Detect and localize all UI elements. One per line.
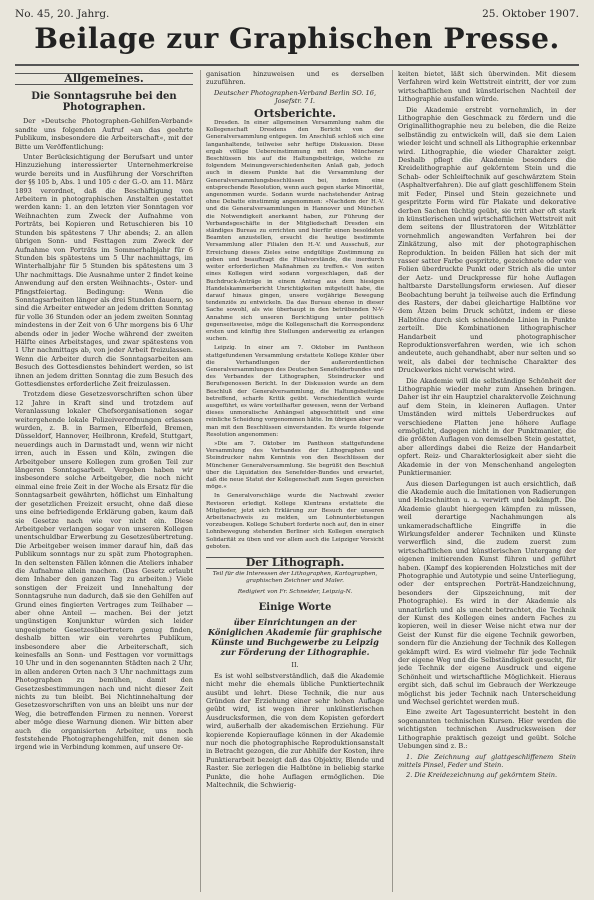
list-item: 1. Die Zeichnung auf glattgeschliffenem Stein mittels Pinsel, Feder und Stein. xyxy=(398,752,576,769)
paragraph: Eine zweite Art Tagesunterricht besteht in den sogenannten technischen Kursen. Hier werden die wichtigsten technischen Ausdrucksweisen der Lithographie praktisch gezeigt und geübt. Solche Uebungen sind z. B.: xyxy=(398,708,576,751)
masthead-line xyxy=(15,8,579,22)
section-heading: Der Lithograph. xyxy=(206,557,384,569)
article-heading: Einige Worte xyxy=(258,602,332,614)
report-paragraph: Leipzig. In einer am 7. Oktober im Pantheon stattgefundenen Versammlung erstattete Kollege Köhler über die Verhandlungen der außerordentlichen Generalversammlungen des Deutschen Senefelderbundes und des Verbandes der Lithographen, Steindrucker und Berufsgenossen Bericht. In der Diskussion wurde an dem Beschluß der Generalversammlung, die Haltungsbeiträge betreffend, scharfe Kritik geübt. Verschiedentlich wurde ausgeführt, es wäre vorteilhafter gewesen, wenn der Verband dieses unmoralische Anhängsel abgeschüttelt und eine reinliche Scheidung vorgenommen hätte. Im übrigen aber war man mit den Beschlüssen einverstanden. Es wurde folgende Resolution angenommen: xyxy=(206,345,384,438)
paragraph: ganisation hinzuweisen und es derselben zuzuführen. xyxy=(206,70,384,87)
report-paragraph: »Die am 7. Oktober im Pantheon stattgefundene Versammlung des Verbandes der Lithographen und Steindrucker nahm Kenntnis von den Beschlüssen der Münchener Generalversammlung. Sie begrüßt den Beschluß über die Liquidation des Senefelder-Bundes und erwartet, daß die neue Statut der Kollegenschaft zum Segen gereichen möge.« xyxy=(206,440,384,491)
paragraph: keiten bietet, läßt sich überwinden. Mit diesem Verfahren wird kein Wettstreit eintritt, der vor zum wirtschaftlichen und künstlerischen Nachteil der Lithographie ausfallen würde. xyxy=(398,70,576,104)
issue-date: 25. Oktober 1907. xyxy=(482,8,579,20)
title-rule xyxy=(15,64,579,66)
paragraph: Der »Deutsche Photographen-Gehilfen-Verband« sandte uns folgenden Aufruf »an das geehrte Publikum, insbesondere die Arbeiterschaft«, mit der Bitte um Veröffentlichung: xyxy=(15,117,193,151)
report-paragraph: In Generalvorschläge wurde die Nachwahl zweier Revisoren erledigt. Kollege Klentrans erstattete die Mitglieder, jetzt sich Erklärung zur Besuch der unseren Arbeitsnachweis zu melden, um Lohnunterbietungen vorzubeugen. Kollege Schubert forderte noch auf, den in einer Lohnbewegung stehenden Berliner sich Kollegen energisch Solidarität zu üben und vor allem auch die Leipziger Vorsicht geboten. xyxy=(206,493,384,550)
list-item: 2. Die Kreidezeichnung auf gekörntem Stein. xyxy=(406,771,558,780)
paragraph: Aus diesen Darlegungen ist auch ersichtlich, daß die Akademie auch die Imitationen von Radierungen und Holzschnitten u. a. verwirft und bekämpft. Die Akademie glaubt hiergegen kämpfen zu müssen, weil derartige Nachahmungen als unkameradschaftliche Eingriffe in die Wirkungsfelder anderer Techniken und Künste verwerflich sind, die zudem zuerst zum wirtschaftlichen und künstlerischen Untergang der eigenen imitierenden Kunst führen und geführt haben. (Kampf des kopierenden Holzstiches mit der Photographie und Autotypie und seine Unterliegung, oder der entsprechen Porträt-Handzeichnung, besonders der Gipszeichnung, mit der Photographie). Es wird in der Akademie als unnatürlich und als unecht betrachtet, die Technik der Kunst des Kollegen eines andern Faches zu kopieren, weil in dieser Weise nicht etwa nur der Geist der Kunst für die eigene Technik geworben, sondern für die Anziehung der Technik des Kollegen gekämpft wird. Es wird vielmehr für jede Technik der eigene Weg und die Selbständigkeit gesucht, für jede Technik der eigene Ausdruck und eigene Schönheit und wirtschaftliche Möglichkeit. Hieraus ergibt sich, daß schul im Gebrauch der Werkzeuge möglichst bis jeder Technik nach Unterscheidung und Wechsel gerichtet werden muß. xyxy=(398,479,576,707)
article-part: II. xyxy=(291,661,299,670)
column-divider xyxy=(392,70,393,892)
paragraph: Die Akademie will die selbständige Schönheit der Lithographie wieder mehr zum Ansehen bringen. Daher ist ihr ein Hauptziel charaktervolle Zeichnung auf dem Stein, in kleineren Auflagen. Unter Umständen wird mittels Ueberdruckes auf verschiedene Platten jene höhere Auflage ermöglicht, dagegen nicht in der Punktmanier, die die größten Auflagen von demselben Stein gestattet, aber allerdings dabei die Reize der Handarbeit opfert. Reiz- und Charakterlosigkeit aber sieht die Akademie in der von Menschenhand angelegten Punktiermanier. xyxy=(398,376,576,478)
column-1 xyxy=(15,70,193,892)
paragraph: Es ist wohl selbstverständlich, daß die Akademie nicht mehr die ehemals übliche Punktiertechnik ausübt und lehrt. Diese Technik, die nur aus Gründen der Erziehung einer sehr hohen Auflage geübt wird, ist wegen ihrer unkünstlerischen Ausdrucksformen, die von dem Kopisten gefordert wird, außerhalb der akademischen Erziehung. Für kopierende Kopierauflage können in der Akademie nur noch die photographische Reproduktionsanstalt in Betracht gezogen, die zur Abhilfe der Kosten, ihre Punktierarbeit bezeigt daß das Objektiv, Blende und Raster. Sie zerlegen die Halbtöne in beliebig starke Punkte, die hohe Auflagen ermöglichen. Die Maltechnik, die Schwierig- xyxy=(206,671,384,790)
column-3 xyxy=(398,70,576,892)
section-subtitle: Teil für die Interessen der Lithographen, Kartographen, graphischen Zeichner und Maler. xyxy=(212,571,378,585)
article-heading: Die Sonntagsruhe bei den Photographen. xyxy=(31,91,177,114)
issue-number: No. 45, 20. Jahrg. xyxy=(15,8,110,20)
paragraph: Trotzdem diese Gesetzesvorschriften schon über 12 Jahre in Kraft sind und trotzdem auf Veranlassung lokaler Chefsorganisationen sogar weitergehende lokale Polizeiverordnungen erlassen wurden, z. B. in Barmen, Elberfeld, Bremen, Düsseldorf, Hannover, Heilbronn, Krefeld, Stuttgart, neuerdings auch in Darmstadt und, wenn wir nicht irren, auch in Essen und Köln, zwingen die Arbeitgeber unsere Kollegen zum großen Teil zur längeren Sonntagsarbeit. Vergeben haben wir insbesondere solche Arbeitgeber, die noch nicht einmal eine freie Zeit in der Woche als Ersatz für die Sonntagsarbeit gewährten, höflichst um Einhaltung der gesetzlichen Freizeit ersucht, ohne daß diese uns eine befriedigende Erklärung gaben, kaum daß sie Gesetze nach wie vor nicht ein. Diese Arbeitgeber verlangen sogar von unseren Kollegen unentschuldbar Erwerbung zu Gesetzesübertretung. Die Arbeitgeber weisen immer darauf hin, daß das Publikum sonntags nur zu spät zum Photographen. In den seltensten Fällen können die Ateliers inhaber die Aufnahme allein machen. (Das Gesetz erlaubt dem Inhaber den ganzen Tag zu arbeiten.) Viele sonstigen der Freizeit und Innehaltung der Sonntagsruhe nun dadurch, daß sie den Gehilfen auf Grund eines fingierten Vertrages zum Teilhaber — aber ohne Anteil — machen. Bei der jetzt ungünstigen Konjunktur würden sich leider ungeeignete Gesetzesübertretern genug finden, deshalb bitten wir ein verehrtes Publikum, insbesondere aber die Arbeiterschaft, sich keinesfalls an Sonn- und Festtagen vor vormittags 10 Uhr und in den sogenannten Städten nach 2 Uhr, in allen anderen Orten nach 3 Uhr nachmittags zum Photographen zu bemühen, damit den Gesetzesbestimmungen nach und nicht dieser Zeit nichts zu tun bleibt. Bei Nichtinnehaltung der Gesetzesvorschriften von uns an bleibt uns nur der Weg, die betreffenden Firmen zu nennen. Vorerst aber möge diese Warnung dienen. Wir bitten aber auch die organisierten Arbeiter, uns noch feststehende Photographengehilfen, mit denen sie irgend wie in Verbindung kommen, auf unsere Or- xyxy=(15,390,193,752)
section-heading: Allgemeines. xyxy=(15,73,193,85)
page-title: Beilage zur Graphischen Presse. xyxy=(34,22,560,55)
report-paragraph: Dresden. In einer allgemeinen Versammlung nahm die Kollegenschaft Dresdens den Bericht von der Generalversammlung entgegen. Im Anschluß schloß sich eine langanhaltende, teilweise sehr heftige Diskussion. Diese ergab völlige Uebereinstimmung mit den Münchener Beschlüssen bis auf die Haltungsbeiträge, welche zu folgendem Meinungsverschiedenheiten Anlaß gab, jedoch auch in diesem Punkte hat die Versammlung der Generalversammlungsbeschlüssen bei, indem eine entsprechende Resolution, wenn auch gegen starke Minorität, angenommen wurde. Sodann wurde nachstehender Antrag ohne Debatte einstimmig angenommen: »Nachdem der H.-V. und die Generalversammlungen in Hannover und München die Notwendigkeit anerkannt haben, zur Führung der Verbandsgeschäfte in der Mitgliedschaft Dresden ein ständiges Bureau zu errichten und hierfür einen besoldeten Beamten anzustellen, ersucht die heutige bestimmte Versammlung aller Filialen den H.-V. und Ausschuß, zur Erreichung dieses Zieles seine endgültige Zustimmung zu geben und beauftragt die Filialvorstände, die inerdurch weiter erforderlichen Maßnahmen zu treffen.« Von seiten eines Kollegen wird sodann vorgeschlagen, daß der Buchdruck-Anträge in einem Antrag aus dem hiesigen Handelskammerbericht Unrichtigkeiten mitgeteilt habe, die darauf hinaus gingen, unsere vorjährige Bewegung tendenziös zu entwickeln. Da das Bureau ebenso in dieser Sache sowohl, als wie überhaupt in den betrübenden N-V-Annahme sich unseren Berichtigung unter politisch gegenseitsweise, möge die Kollegenschaft die Korrespondenz ersten und künftig ihre Stellungen anderweitig zu erlangen suchen. xyxy=(206,120,384,343)
column-divider xyxy=(200,70,201,892)
paragraph: Die Akademie erstrebt vornehmlich, in der Lithographie den Geschmack zu fördern und die Originallithographie neu zu beleben, die die Reize selbständig zu entwickeln will, daß sie dem Laien wieder leicht und schnell als Lithographie erkennbar wird. Lithographie, die wieder Charakter zeigt. Deshalb pflegt die Akademie besonders die Kreidelithographie auf gekörntem Stein und die Schab- oder Schleiftechnik auf geschwärztem Stein (Asphaltverfahren). Die auf glatt geschliffenem Stein mit Feder, Pinsel und Stein gezeichnete und gespritzte Form wird für Plakate und dekorative derben Sachen tüchtig geübt, sie tritt aber oft stark in künstlerischen und wirtschaftlichen Wettstreit mit dem seitens der Illustratoren der Witzblätter vornehmlich angewandten Verfahren bei der Zinkätzung, also mit der photographischen Reproduktion. In beiden Fällen hat sich der mit rasser satter Farbe gespritzte, gezeichnete oder von Folien überdruckte Punkt oder Strich als die unter der Aetz- und Druckpresse für hohe Auflagen haltbarste Darstellungsform erwiesen. Auf dieser Beobachtung beruht ja teilweise auch die Erfindung des Rasters, der dabei gleichartige Halbtöne vor dem Ätzen beim Druck schützt, indem er diese Halbtöne durch sich schneidende Linien in Punkte zerteilt. Die Kombinationen lithographischer Handarbeit und photographischer Reproduktionsverfahren werden, wie ich schon andeutete, auch gehandhabt, aber nur selten und so weit, als dabei der technische Charakter des Druckwerkes nicht verwischt wird. xyxy=(398,105,576,375)
paragraph: Unter Berücksichtigung der Berufsart und unter Hinzuziehung interessierter Unternehmerkreise wurde bereits und in Ausführung der Vorschriften der §§ 105 b, Abs. 1 und 105 c der G.-O. am 11. März 1893 verordnet, daß die Beschäftigung von Arbeitern in photographischen Anstalten gestattet werden kann: 1. an den letzten vier Sonntagen vor Weihnachten zum Zweck der Aufnahme von Porträts, bei Kopieren und Retuschieren bis 10 Stunden bis spätestens 7 Uhr abends; 2. an allen übrigen Sonn- und Festtagen zum Zweck der Aufnahme von Porträts im Sommerhalbjahr für 6 Stunden bis spätestens um 5 Uhr nachmittags, im Winterhalbjahr für 5 Stunden bis spätestens um 3 Uhr nachmittags. Die Ausnahme unter 2 findet keine Anwendung auf den ersten Weihnachts-, Oster- und Pfingstfeiertag. Bedingung: Wenn die Sonntagsarbeiten länger als drei Stunden dauern, so sind die Arbeiter entweder an jedem dritten Sonntag für volle 36 Stunden oder an jedem zweiten Sonntag mindestens in der Zeit von 6 Uhr morgens bis 6 Uhr abends oder in jeder Woche während der zweiten Hälfte eines Arbeitstages, und zwar spätestens von 1 Uhr nachmittags ab, von jeder Arbeit freizulassen. Wenn die Arbeiter durch die Sonntagsarbeiten am Besuch des Gottesdienstes behindert werden, so ist ihnen an jedem dritten Sonntag die zum Besuch des Gottesdienstes erforderliche Zeit freizulassen. xyxy=(15,153,193,388)
section-heading: Ortsberichte. xyxy=(254,106,336,120)
section-editor: Redigiert von Fr. Schneider, Leipzig-N. xyxy=(237,589,353,596)
signature: Deutscher Photographen-Verband Berlin SO. 16, Josefstr. 7 I. xyxy=(213,88,377,106)
column-2 xyxy=(206,70,384,892)
article-subtitle: über Einrichtungen an der Königlichen Akademie für graphische Künste und Buchgewerbe zu Leipzig zur Förderung der Lithographie. xyxy=(208,617,382,658)
